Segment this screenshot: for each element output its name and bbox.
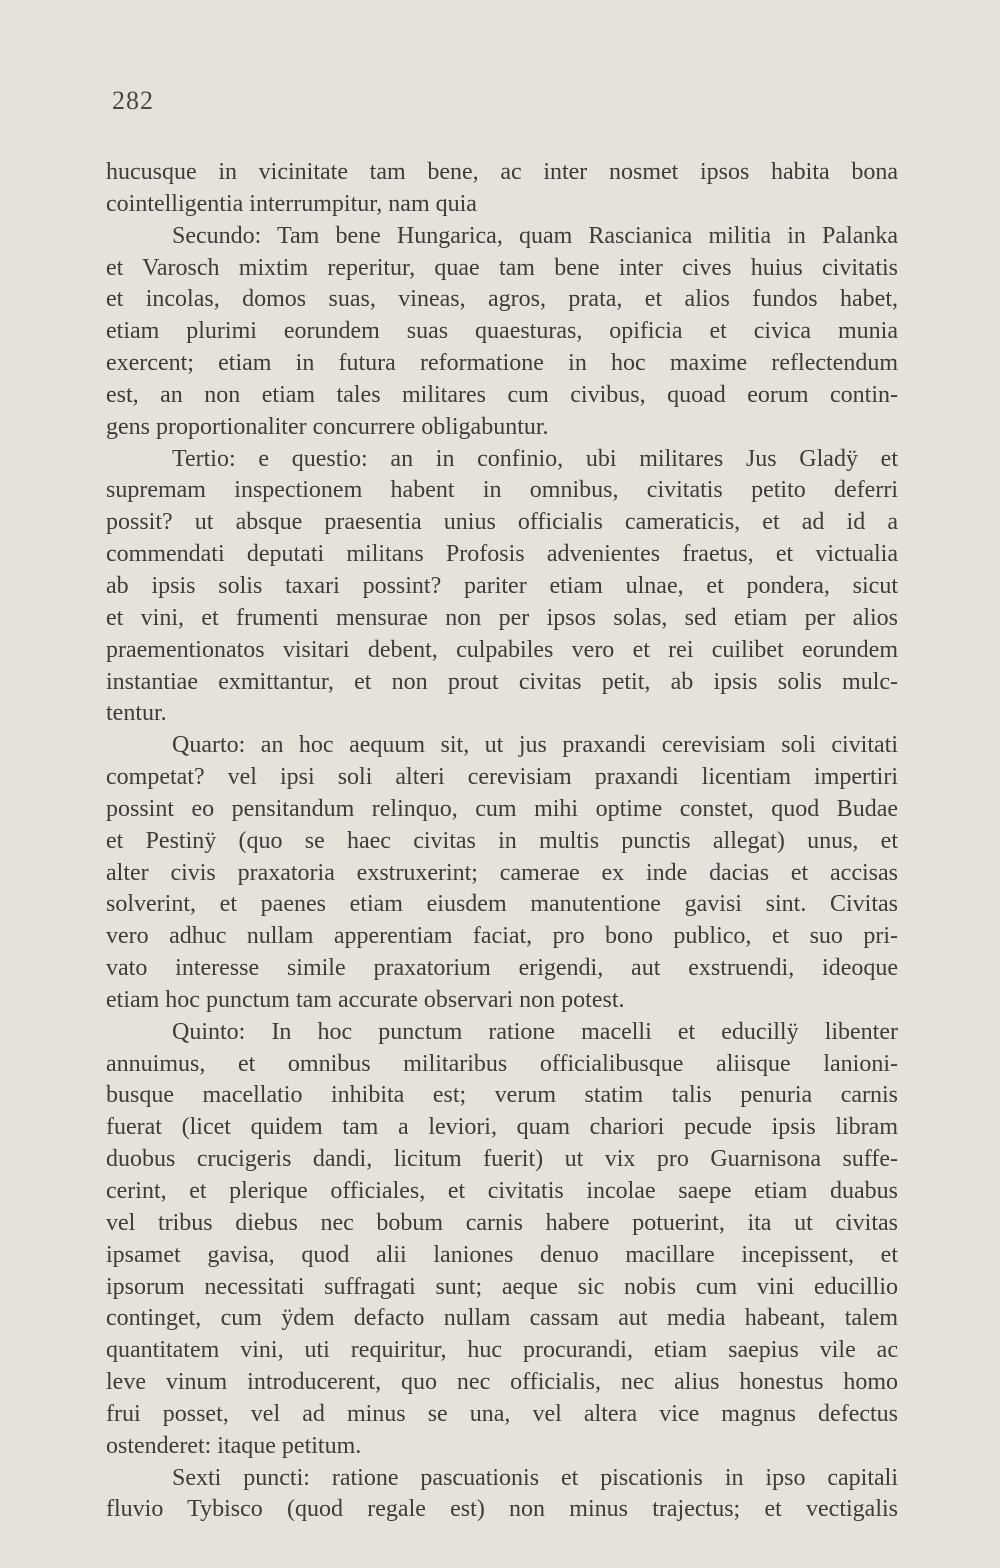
- text-line: etiam plurimi eorundem suas quaesturas, opificia et civica munia: [106, 318, 898, 345]
- text-line: duobus crucigeris dandi, licitum fuerit) ut vix pro Guarnisona suffe-: [106, 1146, 898, 1173]
- text-line: competat? vel ipsi soli alteri cerevisiam praxandi licentiam impertiri: [106, 764, 898, 791]
- text-line: fluvio Tybisco (quod regale est) non minus trajectus; et vectigalis: [106, 1496, 898, 1523]
- text-line: frui posset, vel ad minus se una, vel altera vice magnus defectus: [106, 1400, 898, 1427]
- text-line: ipsorum necessitati suffragati sunt; aeque sic nobis cum vini educillio: [106, 1273, 898, 1300]
- text-line: supremam inspectionem habent in omnibus, civitatis petito deferri: [106, 477, 898, 504]
- text-line: commendati deputati militans Profosis advenientes fraetus, et victualia: [106, 541, 898, 568]
- text-line: tentur.: [106, 700, 167, 727]
- text-line: hucusque in vicinitate tam bene, ac inter nosmet ipsos habita bona: [106, 159, 898, 185]
- text-line: continget, cum ÿdem defacto nullam cassam aut media habeant, talem: [106, 1305, 898, 1332]
- text-line: ipsamet gavisa, quod alii laniones denuo macillare incepissent, et: [106, 1241, 898, 1268]
- text-line: annuimus, et omnibus militaribus officialibusque aliisque lanioni-: [106, 1050, 898, 1077]
- text-line: Quarto: an hoc aequum sit, ut jus praxandi cerevisiam soli civitati: [172, 732, 898, 759]
- text-line: Quinto: In hoc punctum ratione macelli et educillÿ libenter: [172, 1018, 898, 1045]
- page-number: 282: [112, 86, 154, 115]
- text-line: instantiae exmittantur, et non prout civitas petit, ab ipsis solis mulc-: [106, 668, 898, 695]
- text-line: est, an non etiam tales militares cum civibus, quoad eorum contin-: [106, 381, 898, 408]
- text-line: vato interesse simile praxatorium erigendi, aut exstruendi, ideoque: [106, 955, 898, 982]
- text-line: et Pestinÿ (quo se haec civitas in multis punctis allegat) unus, et: [106, 827, 898, 854]
- text-line: cerint, et plerique officiales, et civitatis incolae saepe etiam duabus: [106, 1178, 898, 1204]
- text-line: etiam hoc punctum tam accurate observari non potest.: [106, 986, 625, 1013]
- text-line: et Varosch mixtim reperitur, quae tam bene inter cives huius civitatis: [106, 254, 898, 281]
- text-line: solverint, et paenes etiam eiusdem manutentione gavisi sint. Civitas: [106, 891, 898, 918]
- text-line: vel tribus diebus nec bobum carnis habere potuerint, ita ut civitas: [106, 1209, 898, 1236]
- body-text: [106, 157, 898, 1526]
- text-line: quantitatem vini, uti requiritur, huc procurandi, etiam saepius vile ac: [106, 1337, 898, 1364]
- text-line: et vini, et frumenti mensurae non per ipsos solas, sed etiam per alios: [106, 604, 898, 631]
- text-line: possit? ut absque praesentia unius officialis cameraticis, et ad id a: [106, 509, 898, 536]
- text-line: exercent; etiam in futura reformatione in hoc maxime reflectendum: [106, 350, 898, 377]
- text-line: Tertio: e questio: an in confinio, ubi militares Jus Gladÿ et: [172, 445, 898, 472]
- text-line: ab ipsis solis taxari possint? pariter etiam ulnae, et pondera, sicut: [106, 572, 898, 599]
- text-line: alter civis praxatoria exstruxerint; camerae ex inde dacias et accisas: [106, 859, 898, 886]
- text-line: ostenderet: itaque petitum.: [106, 1432, 362, 1459]
- text-line: gens proportionaliter concurrere obligabuntur.: [106, 413, 549, 440]
- text-line: leve vinum introducerent, quo nec officialis, nec alius honestus homo: [106, 1369, 898, 1396]
- text-line: busque macellatio inhibita est; verum statim talis penuria carnis: [106, 1082, 898, 1109]
- text-line: fuerat (licet quidem tam a leviori, quam chariori pecude ipsis libram: [106, 1114, 898, 1141]
- text-line: praementionatos visitari debent, culpabiles vero et rei cuilibet eorundem: [106, 636, 898, 663]
- text-line: et incolas, domos suas, vineas, agros, prata, et alios fundos habet,: [106, 286, 898, 313]
- text-line: Sexti puncti: ratione pascuationis et piscationis in ipso capitali: [172, 1464, 898, 1491]
- text-line: cointelligentia interrumpitur, nam quia: [106, 190, 477, 217]
- text-line: possint eo pensitandum relinquo, cum mihi optime constet, quod Budae: [106, 795, 898, 822]
- text-line: vero adhuc nullam apperentiam faciat, pro bono publico, et suo pri-: [106, 923, 898, 950]
- text-line: Secundo: Tam bene Hungarica, quam Rascianica militia in Palanka: [172, 222, 898, 249]
